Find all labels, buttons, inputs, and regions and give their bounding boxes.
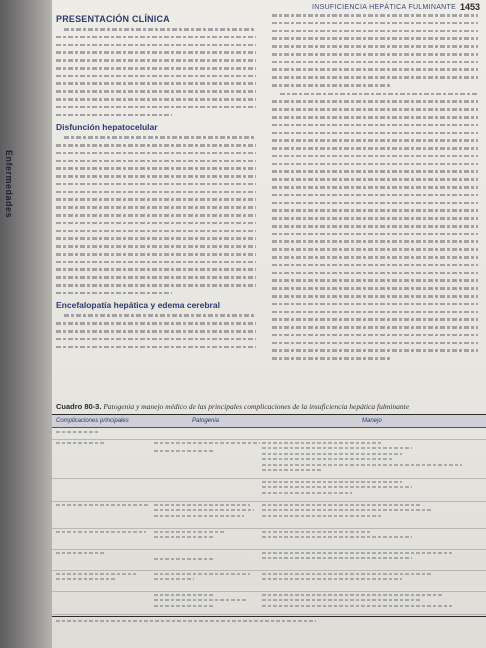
book-page [52,0,486,648]
table-title: Patogenia y manejo médico de las principales complicaciones de la insuficiencia hepática fulminante [103,402,410,411]
section-heading-encephalopathy: Encefalopatía hepática y edema cerebral [56,300,220,311]
table-caption [56,402,482,411]
table-number: Cuadro 80-3. [56,402,102,411]
table-row [52,592,486,615]
paragraph [56,28,256,116]
page-number: 1453 [459,2,480,12]
running-head: INSUFICIENCIA HEPÁTICA FULMINANTE [312,4,457,11]
column-header-management: Manejo [362,418,382,424]
table-row [52,571,486,592]
paragraph [272,93,478,360]
table-row [52,550,486,571]
column-header-complications: Complicaciones principales [56,418,129,424]
column-header-pathogenesis: Patogenia [192,418,220,424]
left-column [56,14,256,354]
right-column [272,14,478,366]
table-row [52,479,486,502]
table-row [52,429,486,440]
table-header-row [52,415,486,428]
chapter-tab: Enfermedades [4,150,14,219]
section-heading-hepatocellular: Disfunción hepatocelular [56,122,158,133]
table-footnote [52,616,486,625]
table-block [52,402,486,648]
table-row [52,440,486,479]
table-row [52,502,486,529]
paragraph [56,136,256,294]
section-heading-clinical: PRESENTACIÓN CLÍNICA [56,14,170,24]
complications-table [52,414,486,615]
table-row [52,529,486,550]
paragraph [56,314,256,348]
paragraph [272,14,478,87]
book-gutter [0,0,52,648]
